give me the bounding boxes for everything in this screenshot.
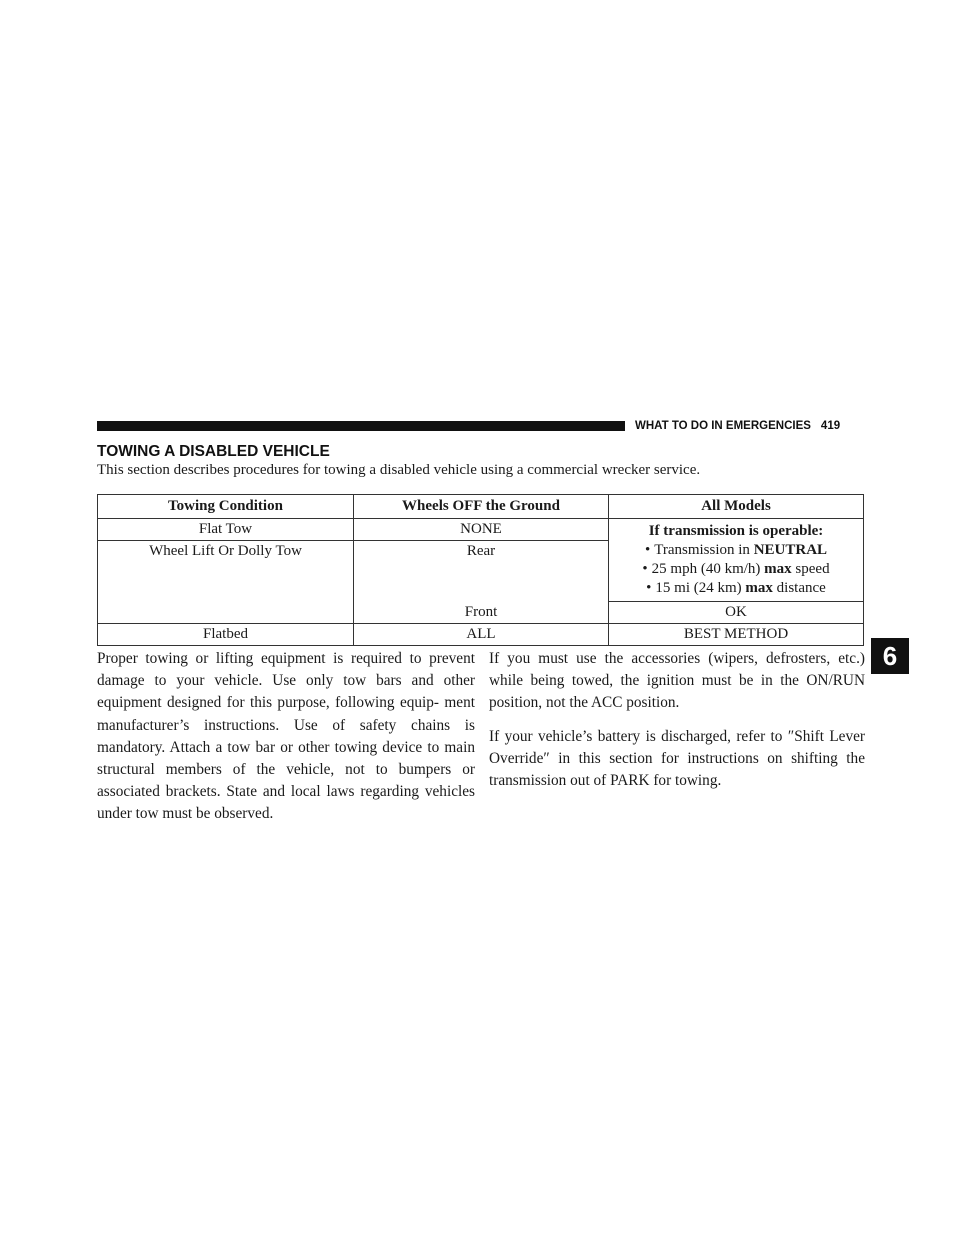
intro-paragraph: This section describes procedures for towing a disabled vehicle using a commercial wrecker service.	[97, 462, 701, 478]
body-paragraph: Proper towing or lifting equipment is required to prevent damage to your vehicle. Use only tow bars and other equipment designed for this purpose, following equip- ment manufacturer’s instructions. Use of safety chains is mandatory. Attach a tow bar or other towing device to main structural members of the vehicle, not to bumpers or associated brackets. State and local laws regarding vehicles under tow must be observed.	[97, 650, 475, 823]
table-row	[98, 624, 864, 646]
item-bold: max	[745, 580, 773, 596]
item-text: 15 mi (24 km)	[655, 580, 742, 596]
cell-flatbed-wheels: ALL	[354, 624, 609, 646]
cell-wheel-lift-front: Front	[354, 602, 609, 624]
page-title: TOWING A DISABLED VEHICLE	[97, 443, 330, 460]
header-wheels-off: Wheels OFF the Ground	[354, 495, 609, 519]
list-item	[613, 579, 859, 598]
item-suffix: distance	[776, 580, 826, 596]
bullet-icon: •	[644, 542, 651, 558]
cell-flatbed-models: BEST METHOD	[609, 624, 864, 646]
cell-flat-tow: Flat Tow	[98, 519, 354, 541]
table-header-row	[98, 495, 864, 519]
towing-table	[97, 494, 864, 646]
item-text: 25 mph (40 km/h)	[651, 561, 761, 577]
body-paragraph: If your vehicle’s battery is discharged, refer to ″Shift Lever Override″ in this section for instructions on shifting the transmission out of PARK for towing.	[489, 727, 865, 790]
body-left-column	[97, 648, 475, 826]
item-text: Transmission in	[654, 542, 750, 558]
section-title: WHAT TO DO IN EMERGENCIES	[635, 420, 811, 432]
cell-wheel-lift-rear: Rear	[354, 541, 609, 602]
running-header	[635, 418, 840, 434]
cell-front-models: OK	[609, 602, 864, 624]
header-rule	[97, 421, 625, 431]
item-bold: max	[764, 561, 792, 577]
cell-flatbed: Flatbed	[98, 624, 354, 646]
body-paragraph: If you must use the accessories (wipers, defrosters, etc.) while being towed, the ignition must be in the ON/RUN position, not the ACC position.	[489, 650, 865, 712]
chapter-tab: 6	[871, 638, 909, 674]
page-number: 419	[820, 420, 841, 432]
operable-heading: If transmission is operable:	[648, 523, 824, 539]
item-bold: NEUTRAL	[753, 542, 828, 558]
list-item	[613, 560, 859, 579]
item-suffix: speed	[795, 561, 830, 577]
list-item	[613, 541, 859, 560]
header-all-models: All Models	[609, 495, 864, 519]
cell-operable-note	[609, 519, 864, 602]
table-row	[98, 519, 864, 541]
body-right-column	[489, 648, 865, 792]
bullet-icon: •	[646, 580, 652, 596]
cell-flat-tow-wheels: NONE	[354, 519, 609, 541]
header-towing-condition: Towing Condition	[98, 495, 354, 519]
bullet-icon: •	[642, 561, 648, 577]
cell-wheel-lift: Wheel Lift Or Dolly Tow	[98, 541, 354, 624]
